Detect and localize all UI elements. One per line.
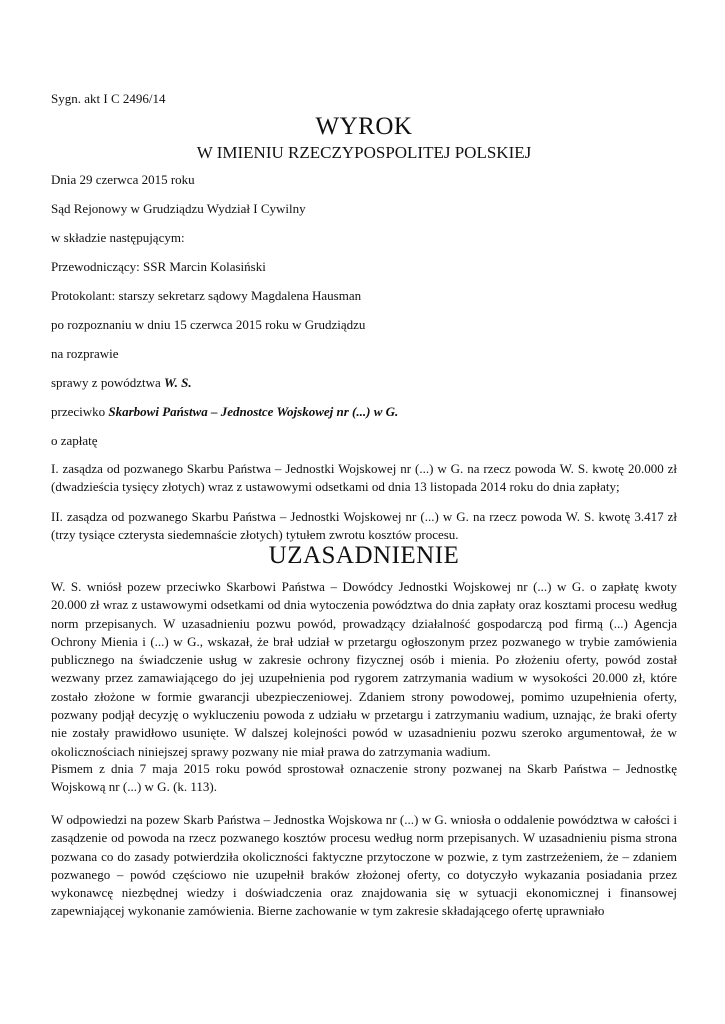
plaintiff-name: W. S.: [164, 375, 192, 390]
hearing-label: na rozprawie: [51, 346, 119, 361]
case-subject: o zapłatę: [51, 433, 98, 448]
defendant-prefix: przeciwko: [51, 404, 109, 419]
hearing-date: po rozpoznaniu w dniu 15 czerwca 2015 roku w Grudziądzu: [51, 317, 366, 332]
composition-label: w składzie następującym:: [51, 230, 185, 245]
plaintiff-prefix: sprawy z powództwa: [51, 375, 164, 390]
document-page: [51, 0, 677, 1024]
justification-paragraph-3: W odpowiedzi na pozew Skarb Państwa – Jednostka Wojskowa nr (...) w G. wniosła o oddalenie powództwa w całości i zasądzenie od powoda na rzecz pozwanego kosztów procesu według norm przepisanych. W uzasadnieniu pisma strona pozwana co do zasady potwierdziła okoliczności faktyczne przytoczone w pozwie, z tym zastrzeżeniem, że – zdaniem pozwanego – powód częściowo nie uzupełnił braków złożonej oferty, co dotyczyło wykazania posiadania przez wykonawcę niezbędnej wiedzy i doświadczenia oraz znajdowania się w sytuacji ekonomicznej i finansowej zapewniającej wykonanie zamówienia. Bierne zachowanie w tym zakresie składającego ofertę uprawniało: [51, 812, 677, 919]
verdict-point-2: II. zasądza od pozwanego Skarbu Państwa – Jednostki Wojskowej nr (...) w G. na rzecz powoda W. S. kwotę 3.417 zł (trzy tysiące czterysta siedemnaście złotych) tytułem zwrotu kosztów procesu.: [51, 509, 677, 543]
verdict-point-1: I. zasądza od pozwanego Skarbu Państwa – Jednostki Wojskowej nr (...) w G. na rzecz powoda W. S. kwotę 20.000 zł (dwadzieścia tysięcy złotych) wraz z ustawowymi odsetkami od dnia 13 listopada 2014 roku do dnia zapłaty;: [51, 461, 677, 495]
justification-paragraph-2: Pismem z dnia 7 maja 2015 roku powód sprostował oznaczenie strony pozwanej na Skarb Państwa – Jednostkę Wojskową nr (...) w G. (k. 113).: [51, 761, 677, 795]
document-subtitle: W IMIENIU RZECZYPOSPOLITEJ POLSKIEJ: [196, 143, 532, 162]
defendant-name: Skarbowi Państwa – Jednostce Wojskowej nr (...) w G.: [108, 404, 399, 419]
verdict-date: Dnia 29 czerwca 2015 roku: [51, 172, 195, 187]
justification-paragraph-1: W. S. wniósł pozew przeciwko Skarbowi Państwa – Dowódcy Jednostki Wojskowej nr (...) w G. o zapłatę kwoty 20.000 zł wraz z ustawowymi odsetkami od dnia wytoczenia powództwa do dnia zapłaty oraz kosztami procesu według norm przepisanych. W uzasadnieniu pozwu powód, prowadzący działalność gospodarczą pod firmą (...) Agencja Ochrony Mienia i (...) w G., wskazał, że brał udział w przetargu ogłoszonym przez pozwanego w trybie zamówienia publicznego na świadczenie usług w zakresie ochrony fizycznej osób i mienia. Po złożeniu oferty, powód został wezwany przez zamawiającego do jej uzupełnienia pod rygorem zatrzymania wadium w wysokości 20.000 zł, które zostało złożone w formie gwarancji ubezpieczeniowej. Zdaniem strony powodowej, pomimo uzupełnienia oferty, pozwany podjął decyzję o wykluczeniu powoda z udziału w przetargu i zatrzymaniu wadium, uznając, że braki oferty nie zostały prawidłowo usunięte. W dalszej kolejności powód w uzasadnieniu pozwu szeroko argumentował, że w okolicznościach niniejszej sprawy pozwany nie miał prawa do zatrzymania wadium.: [51, 579, 677, 759]
justification-title: UZASADNIENIE: [268, 542, 460, 569]
court-clerk: Protokolant: starszy sekretarz sądowy Magdalena Hausman: [51, 288, 362, 303]
plaintiff-line: [51, 375, 192, 391]
document-title: WYROK: [315, 113, 413, 140]
court-name: Sąd Rejonowy w Grudziądzu Wydział I Cywilny: [51, 201, 306, 216]
case-number: Sygn. akt I C 2496/14: [51, 91, 166, 106]
presiding-judge: Przewodniczący: SSR Marcin Kolasiński: [51, 259, 266, 274]
defendant-line: [51, 404, 398, 420]
